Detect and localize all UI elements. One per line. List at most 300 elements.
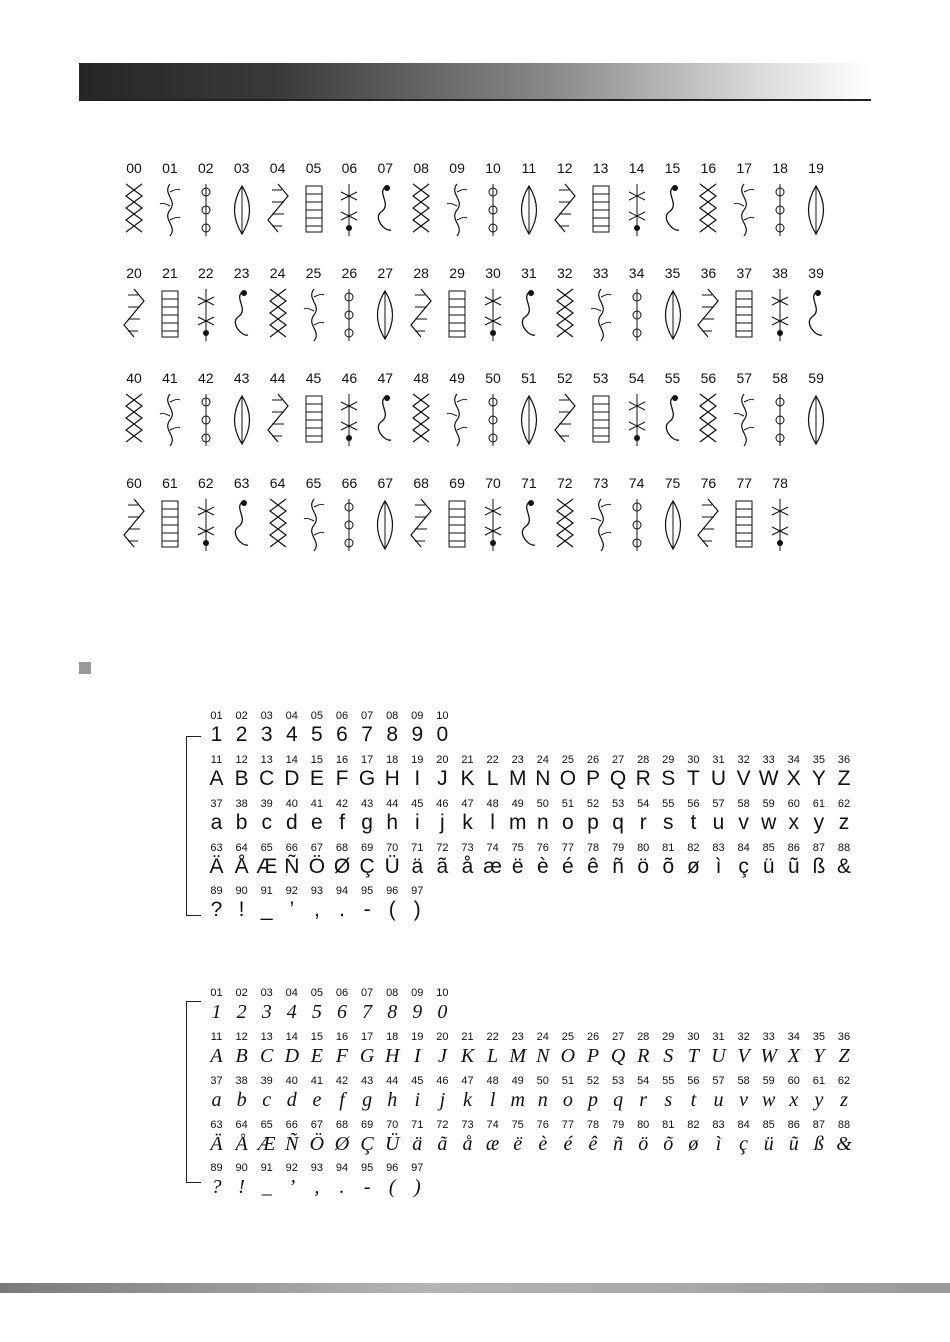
glyph-number: 76	[536, 842, 549, 854]
block-glyph-cell	[530, 798, 555, 835]
stitch-pattern-10	[475, 160, 511, 255]
stitch-pattern-31	[511, 265, 547, 360]
glyph-number: 67	[310, 842, 324, 854]
stitch-pattern-78	[762, 475, 798, 570]
glyph-character: ,	[313, 898, 320, 921]
glyph-character: 3	[260, 723, 273, 746]
block-glyph-cell	[731, 842, 756, 879]
stitch-pattern-icon	[337, 287, 361, 345]
stitch-pattern-number: 62	[198, 475, 214, 491]
glyph-number: 03	[260, 987, 273, 999]
glyph-number: 20	[436, 1031, 449, 1043]
glyph-number: 79	[611, 842, 625, 854]
block-glyph-cell	[355, 885, 380, 922]
glyph-number: 40	[285, 1075, 298, 1087]
glyph-number: 88	[837, 842, 851, 854]
stitch-pattern-icon	[481, 182, 505, 240]
stitch-pattern-icon	[302, 182, 326, 240]
glyph-number: 89	[210, 1162, 223, 1174]
block-glyph-cell	[681, 754, 706, 791]
glyph-number: 69	[360, 1119, 374, 1131]
stitch-pattern-70	[475, 475, 511, 570]
glyph-number: 82	[687, 842, 700, 854]
script-glyph-cell	[279, 987, 304, 1024]
glyph-number: 05	[310, 987, 324, 999]
block-glyph-cell	[656, 754, 681, 791]
glyph-character: k	[462, 811, 473, 834]
stitch-pattern-75	[655, 475, 691, 570]
glyph-number: 14	[285, 1031, 298, 1043]
glyph-character: w	[761, 811, 777, 834]
glyph-character: e	[311, 811, 323, 834]
glyph-character: B	[234, 767, 249, 790]
glyph-number: 13	[260, 1031, 273, 1043]
glyph-number: 29	[662, 1031, 675, 1043]
block-glyph-cell	[405, 754, 430, 791]
stitch-pattern-icon	[122, 497, 146, 555]
glyph-character: 2	[236, 1001, 247, 1023]
block-glyph-cell	[731, 798, 756, 835]
glyph-character: d	[285, 811, 298, 834]
glyph-number: 24	[536, 1031, 549, 1043]
stitch-pattern-number: 03	[233, 160, 250, 176]
script-glyph-cell	[304, 1119, 329, 1156]
glyph-character: 6	[336, 723, 348, 746]
glyph-character: e	[312, 1089, 322, 1111]
stitch-pattern-icon	[230, 392, 254, 450]
stitch-pattern-icon	[804, 392, 828, 450]
stitch-pattern-number: 59	[808, 370, 824, 386]
glyph-number: 71	[411, 1119, 424, 1131]
script-glyph-cell	[355, 1031, 380, 1068]
glyph-character: Ü	[384, 1133, 400, 1155]
glyph-character: y	[813, 811, 825, 834]
glyph-character: ö	[638, 1133, 649, 1155]
block-glyph-cell	[254, 710, 279, 747]
script-glyph-cell	[430, 987, 455, 1024]
script-glyph-cell	[681, 1031, 706, 1068]
block-glyph-cell	[380, 885, 405, 922]
glyph-character: ũ	[787, 855, 800, 878]
glyph-character: v	[739, 1089, 749, 1111]
glyph-character: 4	[285, 723, 298, 746]
script-glyph-cell	[505, 1119, 530, 1156]
script-glyph-cell	[405, 987, 430, 1024]
glyph-number: 88	[837, 1119, 851, 1131]
glyph-number: 28	[637, 1031, 650, 1043]
glyph-number: 36	[837, 754, 851, 766]
stitch-pattern-icon	[373, 392, 397, 450]
stitch-pattern-icon	[158, 392, 182, 450]
glyph-character: 6	[337, 1001, 347, 1023]
stitch-pattern-icon	[481, 287, 505, 345]
stitch-pattern-37	[726, 265, 762, 360]
block-glyph-cell	[555, 754, 580, 791]
stitch-pattern-number: 31	[521, 265, 537, 281]
glyph-number: 10	[436, 987, 449, 999]
glyph-number: 59	[762, 1075, 775, 1087]
glyph-number: 37	[210, 798, 223, 810]
glyph-number: 71	[411, 842, 424, 854]
stitch-pattern-number: 46	[341, 370, 358, 386]
glyph-number: 38	[235, 798, 248, 810]
stitch-pattern-icon	[553, 392, 577, 450]
glyph-number: 73	[461, 1119, 474, 1131]
script-glyph-cell	[430, 1119, 455, 1156]
glyph-number: 80	[637, 1119, 650, 1131]
block-glyph-cell	[229, 842, 254, 879]
glyph-number: 37	[210, 1075, 223, 1087]
glyph-number: 93	[310, 1162, 324, 1174]
stitch-pattern-icon	[337, 497, 361, 555]
glyph-character: q	[612, 811, 624, 834]
stitch-pattern-icon	[302, 287, 326, 345]
glyph-number: 64	[235, 1119, 248, 1131]
glyph-number: 09	[411, 987, 424, 999]
block-glyph-cell	[405, 885, 430, 922]
glyph-number: 68	[335, 842, 349, 854]
glyph-number: 31	[712, 1031, 725, 1043]
block-glyph-cell	[279, 798, 304, 835]
script-glyph-cell	[405, 1031, 430, 1068]
script-glyph-cell	[204, 987, 229, 1024]
glyph-character: 4	[286, 1001, 297, 1023]
script-glyph-cell	[756, 1119, 781, 1156]
script-glyph-cell	[204, 1162, 229, 1199]
stitch-pattern-icon	[553, 182, 577, 240]
glyph-character: ø	[686, 855, 700, 878]
glyph-character: A	[209, 767, 224, 790]
stitch-pattern-number: 67	[377, 475, 394, 491]
block-glyph-cell	[806, 754, 831, 791]
glyph-number: 95	[360, 1162, 374, 1174]
glyph-number: 55	[662, 798, 675, 810]
stitch-pattern-number: 47	[377, 370, 394, 386]
stitch-pattern-64	[260, 475, 296, 570]
block-glyph-cell	[279, 754, 304, 791]
glyph-character: y	[814, 1089, 824, 1111]
stitch-pattern-number: 13	[592, 160, 609, 176]
glyph-character: h	[387, 1089, 398, 1111]
block-glyph-cell	[380, 842, 405, 879]
glyph-character: M	[508, 767, 527, 790]
script-glyph-cell	[380, 1031, 405, 1068]
glyph-character: õ	[663, 1133, 674, 1155]
stitch-pattern-icon	[661, 392, 685, 450]
script-glyph-cell	[254, 1162, 279, 1199]
glyph-character: l	[490, 811, 495, 834]
glyph-number: 14	[285, 754, 298, 766]
block-glyph-cell	[781, 842, 806, 879]
stitch-pattern-number: 32	[557, 265, 573, 281]
glyph-character: J	[437, 1045, 447, 1067]
stitch-pattern-number: 74	[628, 475, 645, 491]
stitch-pattern-icon	[625, 497, 649, 555]
glyph-character: ç	[739, 1133, 749, 1155]
stitch-pattern-26	[331, 265, 367, 360]
stitch-pattern-65	[296, 475, 332, 570]
stitch-pattern-icon	[804, 182, 828, 240]
stitch-pattern-icon	[517, 392, 541, 450]
block-glyph-cell	[304, 885, 329, 922]
glyph-character: I	[413, 1045, 421, 1067]
stitch-pattern-19	[798, 160, 834, 255]
glyph-number: 40	[285, 798, 298, 810]
block-glyph-cell	[304, 754, 329, 791]
stitch-pattern-07	[367, 160, 403, 255]
glyph-number: 78	[586, 842, 600, 854]
stitch-pattern-number: 05	[305, 160, 322, 176]
stitch-pattern-icon	[768, 182, 792, 240]
stitch-pattern-icon	[230, 287, 254, 345]
glyph-character: R	[635, 767, 651, 790]
glyph-number: 22	[486, 754, 499, 766]
stitch-pattern-73	[583, 475, 619, 570]
glyph-number: 82	[687, 1119, 700, 1131]
glyph-number: 42	[335, 1075, 349, 1087]
block-glyph-cell	[455, 754, 480, 791]
block-glyph-cell	[229, 710, 254, 747]
glyph-number: 65	[260, 1119, 273, 1131]
script-glyph-cell	[304, 987, 329, 1024]
script-glyph-cell	[229, 987, 254, 1024]
glyph-number: 84	[737, 842, 750, 854]
glyph-number: 18	[386, 754, 399, 766]
glyph-character: Ñ	[284, 855, 300, 878]
glyph-number: 30	[687, 1031, 700, 1043]
script-glyph-cell	[706, 1031, 731, 1068]
glyph-number: 44	[386, 1075, 399, 1087]
stitch-pattern-number: 52	[557, 370, 573, 386]
script-glyph-cell	[806, 1031, 831, 1068]
script-glyph-cell	[480, 1075, 505, 1112]
block-glyph-cell	[756, 842, 781, 879]
glyph-number: 96	[386, 1162, 399, 1174]
stitch-pattern-23	[224, 265, 260, 360]
stitch-pattern-11	[511, 160, 547, 255]
stitch-pattern-icon	[266, 497, 290, 555]
glyph-character: Y	[813, 1045, 825, 1067]
script-glyph-cell	[304, 1031, 329, 1068]
glyph-character: x	[788, 811, 800, 834]
glyph-character: L	[486, 767, 499, 790]
block-glyph-cell	[656, 798, 681, 835]
script-glyph-cell	[581, 1031, 606, 1068]
stitch-pattern-number: 29	[449, 265, 465, 281]
stitch-pattern-68	[403, 475, 439, 570]
script-glyph-cell	[455, 1119, 480, 1156]
script-glyph-cell	[204, 1031, 229, 1068]
glyph-number: 76	[536, 1119, 549, 1131]
glyph-character: Æ	[257, 1133, 276, 1155]
glyph-number: 30	[687, 754, 700, 766]
stitch-pattern-14	[619, 160, 655, 255]
glyph-character: d	[286, 1089, 297, 1111]
block-glyph-cell	[430, 842, 455, 879]
glyph-number: 75	[511, 1119, 524, 1131]
stitch-pattern-number: 09	[449, 160, 465, 176]
script-glyph-cell	[480, 1119, 505, 1156]
stitch-pattern-icon	[589, 392, 613, 450]
stitch-pattern-number: 42	[198, 370, 214, 386]
glyph-character: J	[437, 767, 448, 790]
block-glyph-cell	[254, 885, 279, 922]
script-glyph-cell	[806, 1119, 831, 1156]
glyph-character: ñ	[612, 855, 624, 878]
stitch-pattern-42	[188, 370, 224, 465]
glyph-number: 23	[511, 1031, 524, 1043]
stitch-pattern-60	[116, 475, 152, 570]
glyph-character: x	[789, 1089, 799, 1111]
script-glyph-cell	[355, 987, 380, 1024]
block-glyph-cell	[430, 798, 455, 835]
glyph-character: X	[786, 767, 801, 790]
glyph-number: 66	[285, 842, 298, 854]
glyph-character: Q	[609, 767, 627, 790]
glyph-character: n	[536, 811, 549, 834]
block-glyph-cell	[781, 798, 806, 835]
stitch-pattern-number: 63	[233, 475, 250, 491]
glyph-number: 13	[260, 754, 273, 766]
block-glyph-cell	[229, 885, 254, 922]
stitch-pattern-number: 75	[664, 475, 681, 491]
stitch-pattern-69	[439, 475, 475, 570]
glyph-character: C	[259, 767, 275, 790]
glyph-character: S	[661, 767, 676, 790]
script-glyph-cell	[505, 1031, 530, 1068]
script-glyph-cell	[756, 1031, 781, 1068]
glyph-character: P	[585, 767, 600, 790]
glyph-number: 25	[561, 754, 575, 766]
glyph-character: è	[538, 1133, 548, 1155]
block-glyph-cell	[204, 754, 229, 791]
glyph-number: 53	[611, 798, 625, 810]
stitch-pattern-63	[224, 475, 260, 570]
glyph-number: 08	[386, 710, 399, 722]
script-glyph-cell	[254, 1031, 279, 1068]
glyph-number: 95	[360, 885, 374, 897]
block-glyph-cell	[706, 754, 731, 791]
block-glyph-cell	[304, 842, 329, 879]
block-glyph-cell	[330, 842, 355, 879]
block-glyph-cell	[631, 754, 656, 791]
stitch-pattern-icon	[517, 497, 541, 555]
block-glyph-cell	[631, 842, 656, 879]
stitch-pattern-icon	[158, 287, 182, 345]
stitch-pattern-icon	[373, 497, 397, 555]
block-glyph-cell	[430, 754, 455, 791]
script-glyph-cell	[656, 1119, 681, 1156]
glyph-character: õ	[662, 855, 675, 878]
stitch-pattern-number: 27	[377, 265, 394, 281]
glyph-character: j	[439, 1089, 446, 1111]
glyph-character: P	[586, 1045, 600, 1067]
script-glyph-cell	[781, 1119, 806, 1156]
glyph-number: 56	[687, 798, 700, 810]
stitch-pattern-icon	[589, 287, 613, 345]
glyph-number: 35	[812, 1031, 826, 1043]
stitch-pattern-icon	[409, 182, 433, 240]
glyph-character: V	[737, 1045, 750, 1067]
glyph-character: å	[462, 1133, 473, 1155]
glyph-character: V	[736, 767, 751, 790]
stitch-pattern-icon	[589, 182, 613, 240]
block-glyph-cell	[355, 710, 380, 747]
block-glyph-cell	[355, 754, 380, 791]
block-glyph-cell	[254, 754, 279, 791]
stitch-pattern-icon	[481, 392, 505, 450]
glyph-number: 72	[436, 842, 449, 854]
glyph-number: 89	[210, 885, 223, 897]
glyph-character: ã	[437, 1133, 448, 1155]
glyph-character: Ö	[308, 855, 326, 878]
glyph-number: 66	[285, 1119, 298, 1131]
glyph-number: 77	[561, 842, 575, 854]
glyph-character: O	[559, 767, 577, 790]
stitch-pattern-number: 21	[162, 265, 178, 281]
stitch-pattern-05	[296, 160, 332, 255]
glyph-character: F	[335, 1045, 349, 1067]
script-glyph-cell	[229, 1075, 254, 1112]
stitch-pattern-74	[619, 475, 655, 570]
stitch-pattern-number: 33	[592, 265, 609, 281]
script-glyph-cell	[330, 1031, 355, 1068]
stitch-pattern-icon	[337, 392, 361, 450]
glyph-character: T	[686, 767, 700, 790]
glyph-character: ë	[511, 855, 524, 878]
stitch-pattern-number: 28	[413, 265, 429, 281]
glyph-number: 27	[611, 1031, 625, 1043]
stitch-pattern-icon	[266, 287, 290, 345]
stitch-pattern-icon	[517, 182, 541, 240]
glyph-number: 27	[611, 754, 625, 766]
glyph-character: ß	[813, 1133, 824, 1155]
glyph-number: 70	[386, 842, 399, 854]
stitch-pattern-54	[619, 370, 655, 465]
glyph-number: 39	[260, 798, 273, 810]
stitch-pattern-38	[762, 265, 798, 360]
script-glyph-cell	[204, 1075, 229, 1112]
glyph-character: Å	[235, 1133, 248, 1155]
script-glyph-cell	[681, 1075, 706, 1112]
stitch-pattern-number: 70	[485, 475, 501, 491]
block-glyph-cell	[355, 842, 380, 879]
stitch-pattern-number: 00	[126, 160, 142, 176]
footer-bar	[0, 1283, 950, 1293]
stitch-pattern-icon	[122, 392, 146, 450]
glyph-number: 84	[737, 1119, 750, 1131]
glyph-number: 24	[536, 754, 549, 766]
glyph-character: Y	[811, 767, 826, 790]
glyph-number: 06	[335, 987, 349, 999]
script-glyph-cell	[330, 987, 355, 1024]
block-glyph-cell	[279, 885, 304, 922]
stitch-pattern-13	[583, 160, 619, 255]
script-font-bracket	[186, 1001, 201, 1183]
glyph-number: 11	[210, 754, 223, 766]
glyph-character: 7	[361, 723, 373, 746]
glyph-number: 78	[586, 1119, 600, 1131]
stitch-pattern-icon	[696, 497, 720, 555]
glyph-character: 0	[436, 723, 449, 746]
glyph-number: 21	[461, 1031, 474, 1043]
stitch-pattern-icon	[302, 497, 326, 555]
glyph-character: z	[840, 1089, 848, 1111]
stitch-pattern-00	[116, 160, 152, 255]
glyph-character: ü	[763, 1133, 774, 1155]
glyph-character: p	[587, 811, 599, 834]
glyph-character: !	[238, 898, 245, 921]
